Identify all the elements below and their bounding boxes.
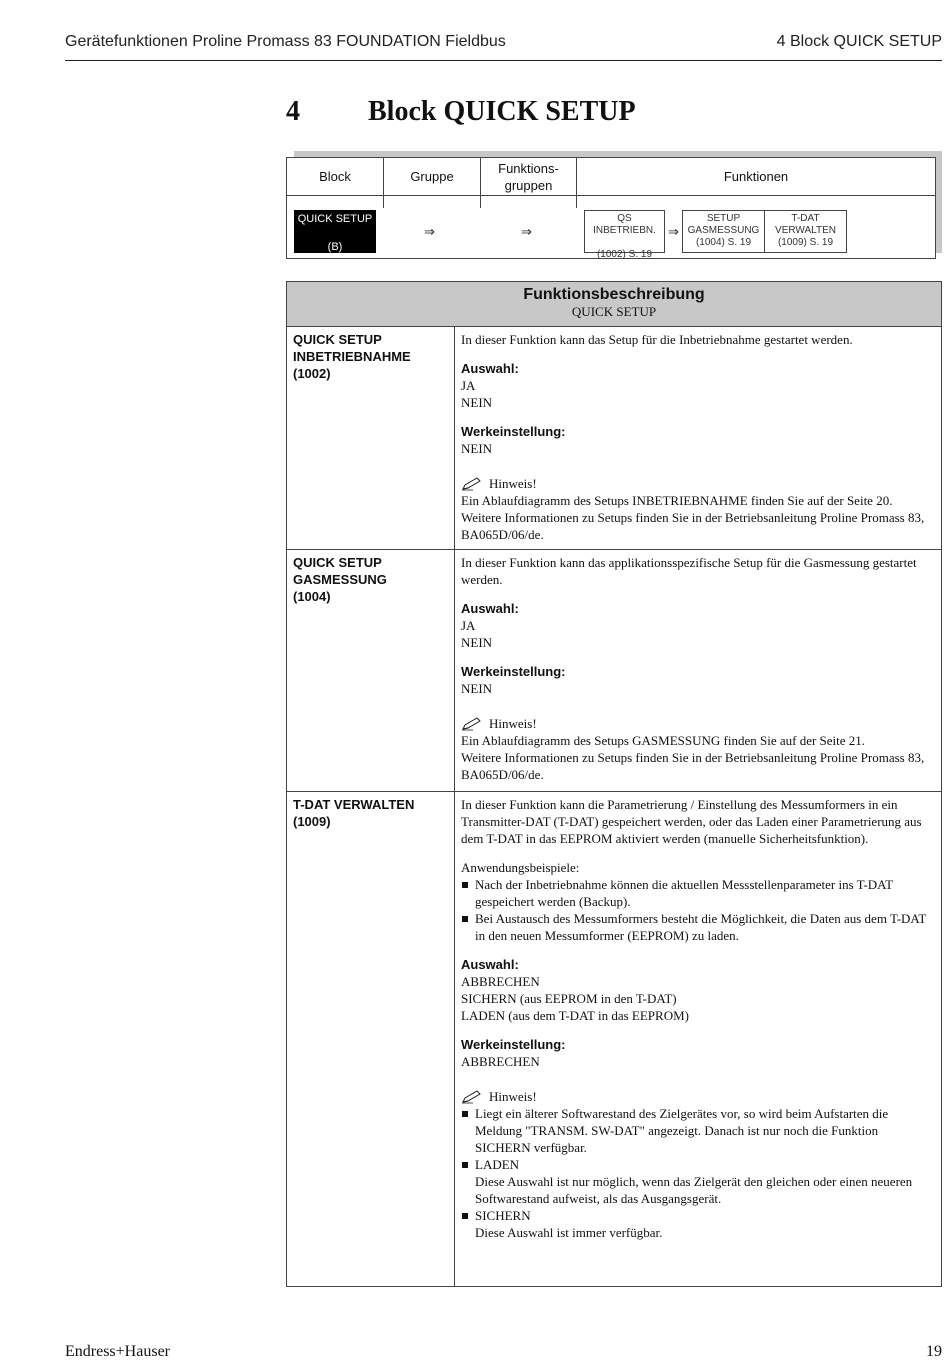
function-text: In dieser Funktion kann die Parametrierung / Einstellung des Messumformers in ein Transmitter-DAT (T-DAT) gespeichert werden, oder das Laden einer Parametrierung aus dem T-DAT in das EEPROM aktiviert werden (manuelle Sicherheitsfunktion). Anwendungsbeispiele: Nach der Inbetriebnahme können die aktuellen Messstellenparameter ins T-DAT gespeichert werden (Backup). Bei Austausch des Messumformers besteht die Möglichkeit, die Daten aus dem T-DAT in den neuen Messumformer (EEPROM) zu laden. Auswahl: ABBRECHEN SICHERN (aus EEPROM in den T-DAT) LADEN (aus dem T-DAT in das EEPROM) Werkeinstellung: ABBRECHEN Hinweis! Liegt ein älterer Softwarestand des Zielgerätes vor, so wird beim Aufstarten die Meldung "TRANSM. SW-DAT" angezeigt. Danach ist nur noch die Funktion SICHERN verfügbar. LADEN Diese Auswahl ist nur möglich, wenn das Zielgerät den gleichen oder einen neueren Softwarestand aufweist, als das Ausgangsgerät. SICHERN Diese Auswahl ist immer verfügbar. bbox=[455, 792, 942, 1287]
table-subtitle: QUICK SETUP bbox=[571, 304, 657, 319]
hint-heading: Hinweis! bbox=[461, 475, 935, 492]
function-description-table bbox=[286, 281, 942, 1287]
function-label: T-DAT VERWALTEN (1009) bbox=[287, 792, 455, 1287]
col-header-funktionen: Funktionen bbox=[577, 158, 935, 196]
arrow-icon: ⇒ bbox=[424, 224, 435, 239]
col-header-funktionsgruppen: Funktions- gruppen bbox=[481, 158, 577, 196]
table-row bbox=[287, 327, 942, 550]
list-item: Bei Austausch des Messumformers besteht die Möglichkeit, die Daten aus dem T-DAT in den neuen Messumformer (EEPROM) zu laden. bbox=[461, 910, 935, 944]
list-item: Nach der Inbetriebnahme können die aktuellen Messstellenparameter ins T-DAT gespeichert werden (Backup). bbox=[461, 876, 935, 910]
pencil-icon bbox=[461, 477, 483, 491]
function-label: QUICK SETUP GASMESSUNG (1004) bbox=[287, 550, 455, 792]
hint-heading: Hinweis! bbox=[461, 1088, 935, 1105]
function-box-qs-inbetriebn: QS INBETRIEBN. (1002) S. 19 bbox=[584, 210, 665, 253]
chapter-number: 4 bbox=[286, 96, 300, 127]
pencil-icon bbox=[461, 717, 483, 731]
arrow-icon: ⇒ bbox=[668, 224, 679, 239]
page-number: 19 bbox=[926, 1343, 942, 1360]
header-rule bbox=[65, 60, 942, 61]
arrow-icon: ⇒ bbox=[521, 224, 532, 239]
function-box-t-dat-verwalten: T-DAT VERWALTEN (1009) S. 19 bbox=[764, 210, 847, 253]
list-item: LADEN Diese Auswahl ist nur möglich, wenn das Zielgerät den gleichen oder einen neueren Softwarestand aufweist, als das Ausgangsgerät. bbox=[461, 1156, 935, 1207]
table-row bbox=[287, 792, 942, 1287]
table-header bbox=[287, 282, 942, 327]
col-header-block: Block bbox=[287, 158, 384, 196]
function-label: QUICK SETUP INBETRIEBNAHME (1002) bbox=[287, 327, 455, 550]
block-quick-setup: QUICK SETUP (B) bbox=[294, 210, 376, 253]
running-header-section: 4 Block QUICK SETUP bbox=[776, 33, 942, 50]
function-text: In dieser Funktion kann das applikationsspezifische Setup für die Gasmessung gestartet werden. Auswahl: JA NEIN Werkeinstellung: NEIN Hinweis! Ein Ablaufdiagramm des Setups GASMESSUNG finden Sie auf der Seite 21. Weitere Informationen zu Setups finden Sie in der Betriebsanleitung Proline Promass 83, BA065D/06/de. bbox=[455, 550, 942, 792]
table-title: Funktionsbeschreibung bbox=[523, 286, 705, 303]
pencil-icon bbox=[461, 1090, 483, 1104]
col-header-gruppe: Gruppe bbox=[384, 158, 481, 196]
function-matrix-nav bbox=[286, 157, 936, 259]
chapter-title: Block QUICK SETUP bbox=[368, 96, 636, 127]
footer-brand: Endress+Hauser bbox=[65, 1343, 170, 1360]
table-row bbox=[287, 550, 942, 792]
function-text: In dieser Funktion kann das Setup für die Inbetriebnahme gestartet werden. Auswahl: JA NEIN Werkeinstellung: NEIN Hinweis! Ein Ablaufdiagramm des Setups INBETRIEBNAHME finden Sie auf der Seite 20. Weitere Informationen zu Setups finden Sie in der Betriebsanleitung Proline Promass 83, BA065D/06/de. bbox=[455, 327, 942, 550]
function-box-setup-gasmessung: SETUP GASMESSUNG (1004) S. 19 bbox=[682, 210, 765, 253]
hint-heading: Hinweis! bbox=[461, 715, 935, 732]
list-item: SICHERN Diese Auswahl ist immer verfügbar. bbox=[461, 1207, 935, 1241]
list-item: Liegt ein älterer Softwarestand des Zielgerätes vor, so wird beim Aufstarten die Meldung "TRANSM. SW-DAT" angezeigt. Danach ist nur noch die Funktion SICHERN verfügbar. bbox=[461, 1105, 935, 1156]
running-header-title: Gerätefunktionen Proline Promass 83 FOUNDATION Fieldbus bbox=[65, 33, 506, 50]
